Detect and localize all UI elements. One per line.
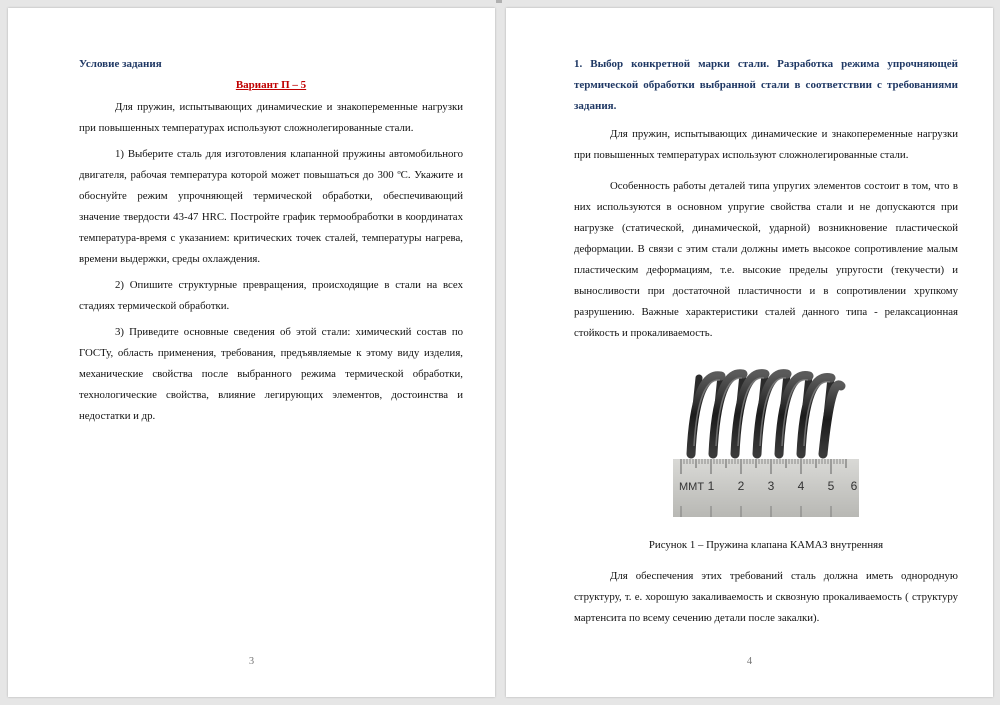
page-content — [79, 54, 463, 432]
document-page-3 — [8, 8, 495, 697]
intro-paragraph: Для пружин, испытывающих динамические и знакопеременные нагрузки при повышенных температурах используют сложнолегированные стали. — [79, 101, 463, 134]
paragraph-3: Для обеспечения этих требований сталь должна иметь однородную структуру, т. е. хорошую закаливаемость и сквозную прокаливаемость ( структуру мартенсита по всему сечению детали после закалки). — [574, 570, 958, 624]
spring-illustration — [671, 356, 861, 521]
view-divider-marker — [496, 0, 502, 3]
ruler-number: 2 — [737, 479, 745, 493]
page-number: 3 — [248, 656, 255, 667]
section-title: 1. Выбор конкретной марки стали. Разработка режима упрочняющей термической обработки выбранной стали в соответствии с требованиями задания. — [574, 58, 958, 112]
variant-title: Вариант П – 5 — [235, 79, 307, 91]
page-number: 4 — [746, 656, 753, 667]
ruler-number: 1 — [707, 479, 715, 493]
paragraph-2: Особенность работы деталей типа упругих элементов состоит в том, что в них используются в основном упругие свойства стали и не допускаются при нагрузке (статической, динамической, ударной) возникновение пластической деформации. В связи с этим стали должны иметь высокое сопротивление малым пластическим деформациям, т.е. высокие пределы упругости (текучести) и выносливости при достаточной пластичности и в сопротивлении хрупкому разрушению. Важные характеристики сталей данного типа - релаксационная стойкость и прокаливаемость. — [574, 180, 958, 339]
document-page-4 — [506, 8, 993, 697]
ruler-number: 5 — [827, 479, 835, 493]
figure-caption: Рисунок 1 – Пружина клапана КАМАЗ внутренняя — [648, 539, 884, 551]
task-heading: Условие задания — [79, 58, 162, 70]
ruler-number: 4 — [797, 479, 805, 493]
spring-photo — [671, 356, 861, 521]
page-content — [574, 54, 958, 634]
ruler-brand-label: MMT — [679, 481, 705, 493]
ruler-number: 3 — [767, 479, 775, 493]
paragraph-1: Для пружин, испытывающих динамические и знакопеременные нагрузки при повышенных температурах используют сложнолегированные стали. — [574, 128, 958, 161]
ruler-number: 6 — [850, 479, 858, 493]
task-item-3: 3) Приведите основные сведения об этой стали: химический состав по ГОСТу, область применения, требования, предъявляемые к этому виду изделия, механические свойства после выбранного режима термической обработки, технологические свойства, влияние легирующих элементов, достоинства и недостатки и др. — [79, 326, 463, 422]
task-item-1: 1) Выберите сталь для изготовления клапанной пружины автомобильного двигателя, рабочая температура которой может повышаться до 300 ºС. Укажите и обоснуйте режим упрочняющей термической обработки, обеспечивающий значение твердости 43-47 HRC. Постройте график термообработки в координатах температура-время с указанием: критических точек сталей, температуры нагрева, времени выдержки, среды охлаждения. — [79, 148, 463, 265]
task-item-2: 2) Опишите структурные превращения, происходящие в стали на всех стадиях термической обработки. — [79, 279, 463, 312]
